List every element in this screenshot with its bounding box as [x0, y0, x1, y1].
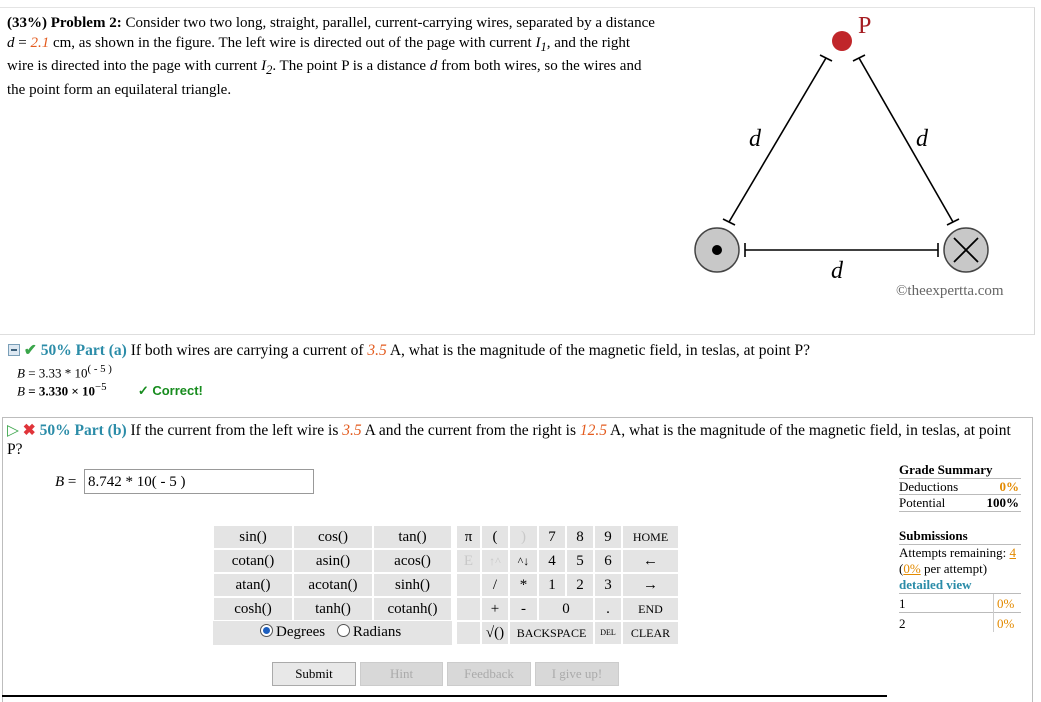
part-a-current: 3.5 [367, 342, 387, 359]
submission-row-1-number: 1 [899, 596, 906, 611]
problem-text-1: Consider two two long, straight, parallel, current-carrying wires, separated by a distance [125, 15, 655, 31]
acotan-button[interactable]: acotan() [293, 573, 373, 597]
open-paren-button[interactable]: ( [481, 525, 509, 549]
cotan-button[interactable]: cotan() [213, 549, 293, 573]
sqrt-button[interactable]: √() [481, 621, 509, 645]
per-attempt-value: 0% [903, 561, 921, 576]
sinh-button[interactable]: sinh() [373, 573, 452, 597]
divide-button[interactable]: / [481, 573, 509, 597]
digit-6-button[interactable]: 6 [594, 549, 622, 573]
equals-2: = [64, 474, 77, 490]
digit-5-button[interactable]: 5 [566, 549, 594, 573]
tan-button[interactable]: tan() [373, 525, 452, 549]
right-arrow-button[interactable]: → [622, 573, 679, 597]
part-a-question-1: If both wires are carrying a current of [130, 342, 364, 359]
part-b-current-left: 3.5 [342, 422, 362, 439]
wire-triangle-figure [0, 0, 1041, 340]
left-side-line [729, 58, 826, 222]
deductions-row [899, 479, 1019, 495]
tanh-button[interactable]: tanh() [293, 597, 373, 621]
var-b: B [17, 365, 25, 381]
rule [899, 511, 1021, 512]
problem-text-2: cm, as shown in the figure. The left wire is directed out of the page with current [52, 34, 532, 51]
calc-blank-3 [456, 621, 481, 645]
part-a-final-answer [17, 381, 203, 399]
backspace-button[interactable]: BACKSPACE [509, 621, 594, 645]
detailed-view-link[interactable]: detailed view [899, 577, 972, 592]
digit-2-button[interactable]: 2 [566, 573, 594, 597]
submissions-heading: Submissions [899, 528, 968, 543]
part-a-entered-answer [17, 363, 112, 381]
acos-button[interactable]: acos() [373, 549, 452, 573]
i1-subscript: 1 [540, 39, 547, 54]
radio-selected-icon [260, 624, 273, 637]
sin-button[interactable]: sin() [213, 525, 293, 549]
rule [899, 593, 1021, 594]
part-a-weight: 50% [40, 342, 72, 359]
d-variable-2: d [429, 58, 438, 74]
problem-text-3: , and the right wire is directed into the page with current [7, 34, 631, 74]
submission-row-1-value: 0% [997, 596, 1015, 611]
digit-3-button[interactable]: 3 [594, 573, 622, 597]
problem-label: Problem 2: [50, 15, 122, 31]
rule [899, 612, 1021, 613]
right-side-d-label: d [916, 126, 928, 152]
table-divider [993, 594, 994, 632]
radians-option[interactable] [337, 624, 401, 640]
cosh-button[interactable]: cosh() [213, 597, 293, 621]
deductions-label: Deductions [899, 479, 959, 494]
multiply-button[interactable]: * [509, 573, 538, 597]
collapse-icon[interactable] [8, 344, 20, 356]
deductions-value: 0% [999, 479, 1019, 494]
part-b-question-1: If the current from the left wire is [130, 422, 339, 439]
part-b-question-2: A and the current from the right is [364, 422, 577, 439]
i1-symbol: I [535, 34, 541, 51]
submissions-title [899, 528, 968, 544]
answer-exp: −5 [95, 381, 107, 393]
calc-blank-1 [456, 573, 481, 597]
give-up-button[interactable]: I give up! [535, 662, 619, 686]
problem-text-4: . The point P is a distance [272, 58, 427, 74]
part-b-current-right: 12.5 [579, 422, 608, 439]
equals: = [14, 34, 31, 51]
clear-button[interactable]: CLEAR [622, 621, 679, 645]
pi-button[interactable]: π [456, 525, 481, 549]
minus-button[interactable]: - [509, 597, 538, 621]
close-paren-button[interactable]: ) [509, 525, 538, 549]
i2-symbol: I [261, 58, 267, 74]
entered-text: = 3.33 * 10 [24, 365, 88, 381]
answer-input[interactable]: 8.742 * 10( - 5 ) [84, 469, 314, 494]
attempts-value: 4 [1009, 545, 1016, 560]
calc-blank-2 [456, 597, 481, 621]
angle-mode [213, 621, 452, 645]
decimal-button[interactable]: . [594, 597, 622, 621]
degrees-option[interactable] [260, 624, 325, 640]
per-attempt [899, 561, 987, 577]
entered-exp: ( - 5 ) [87, 363, 112, 375]
d-value: 2.1 [30, 34, 50, 51]
left-arrow-button[interactable]: ← [622, 549, 679, 573]
digit-1-button[interactable]: 1 [538, 573, 566, 597]
bottom-rule [2, 695, 887, 697]
attempts-remaining [899, 545, 1021, 561]
correct-status: ✓ Correct! [137, 383, 203, 399]
answer-text: = 3.330 × 10 [24, 383, 96, 399]
part-b-header [7, 421, 1022, 459]
submission-row-2-value: 0% [997, 616, 1015, 631]
cos-button[interactable]: cos() [293, 525, 373, 549]
watermark: ©theexpertta.com [896, 283, 1004, 299]
attempts-label: Attempts remaining: [899, 545, 1007, 560]
feedback-button[interactable]: Feedback [447, 662, 531, 686]
plus-button[interactable]: + [481, 597, 509, 621]
play-icon[interactable]: ▷ [7, 422, 19, 439]
part-b-weight: 50% [39, 422, 71, 439]
potential-row [899, 495, 1019, 511]
part-a-title: Part (a) [75, 342, 127, 359]
home-button[interactable]: HOME [622, 525, 679, 549]
i2-subscript: 2 [266, 63, 273, 77]
radians-label: Radians [352, 624, 402, 640]
part-a-header [8, 341, 810, 360]
problem-text-5: from both wires, so the wires and the point form an equilateral triangle. [7, 58, 642, 98]
end-button[interactable]: END [622, 597, 679, 621]
hint-button[interactable]: Hint [360, 662, 443, 686]
submission-row-2-number: 2 [899, 616, 906, 631]
digit-7-button[interactable]: 7 [538, 525, 566, 549]
power-up-button[interactable]: ↑^ [481, 549, 509, 573]
e-button[interactable]: E [456, 549, 481, 573]
atan-button[interactable]: atan() [213, 573, 293, 597]
d-variable: d [7, 34, 15, 51]
digit-8-button[interactable]: 8 [566, 525, 594, 549]
degrees-label: Degrees [276, 624, 326, 640]
checkmark-icon: ✔ [23, 342, 37, 359]
asin-button[interactable]: asin() [293, 549, 373, 573]
grade-summary-heading: Grade Summary [899, 462, 993, 477]
bottom-side-d-label: d [831, 258, 843, 284]
part-b-title: Part (b) [74, 422, 127, 439]
grade-summary-title [899, 462, 993, 478]
digit-4-button[interactable]: 4 [538, 549, 566, 573]
submit-button[interactable]: Submit [272, 662, 356, 686]
per-open: ( [899, 561, 904, 576]
answer-label [55, 474, 76, 491]
part-a-question-2: A, what is the magnitude of the magnetic field, in teslas, at point P? [389, 342, 810, 359]
point-p-label: P [858, 13, 872, 39]
digit-9-button[interactable]: 9 [594, 525, 622, 549]
per-attempt-text: per attempt) [920, 561, 988, 576]
var-b-3: B [55, 474, 65, 490]
right-side-line [859, 58, 953, 222]
del-button[interactable]: DEL [594, 621, 622, 645]
potential-value: 100% [986, 495, 1019, 510]
divider [0, 334, 1034, 335]
left-side-d-label: d [749, 126, 761, 152]
point-p-marker [832, 31, 852, 51]
power-down-button[interactable]: ^↓ [509, 549, 538, 573]
cotanh-button[interactable]: cotanh() [373, 597, 452, 621]
potential-label: Potential [899, 495, 946, 510]
var-b-2: B [17, 383, 25, 399]
digit-0-button[interactable]: 0 [538, 597, 594, 621]
part-b-question-3: A, what is the magnitude of the magnetic field, in teslas, at point P? [7, 422, 1011, 458]
problem-weight: (33%) [7, 15, 47, 31]
radio-empty-icon [337, 624, 350, 637]
cross-icon: ✖ [22, 422, 36, 439]
